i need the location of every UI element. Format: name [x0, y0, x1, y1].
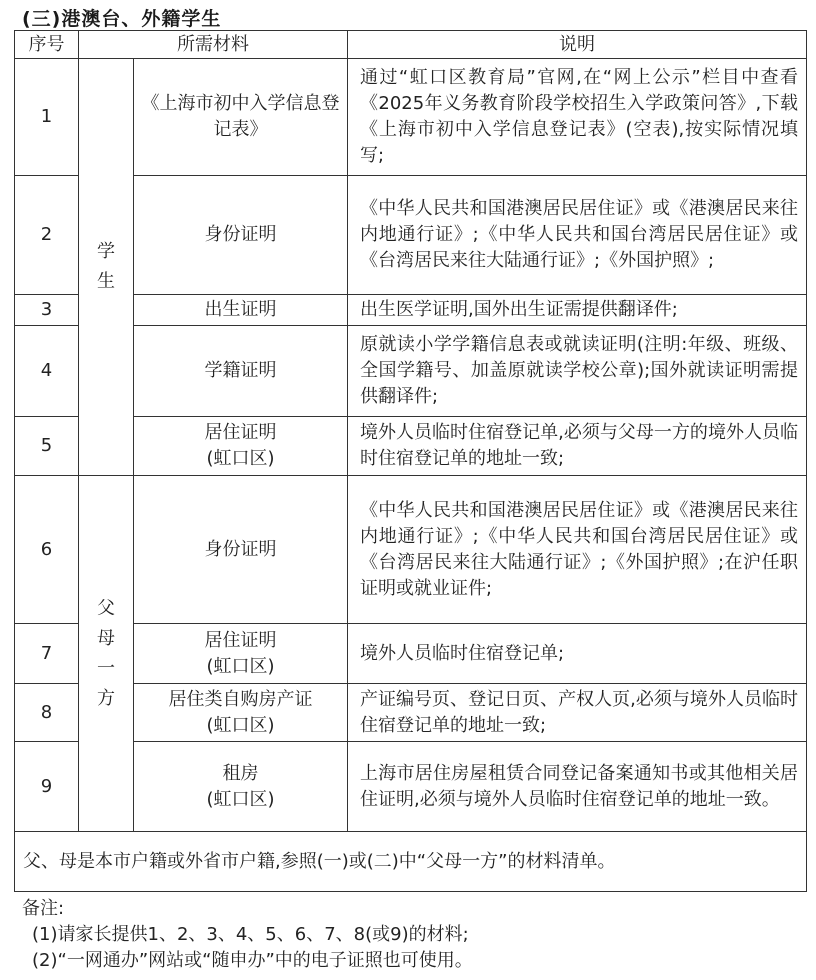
- row-desc: 境外人员临时住宿登记单,必须与父母一方的境外人员临时住宿登记单的地址一致;: [348, 417, 807, 476]
- row-num: 1: [15, 59, 79, 176]
- row-num: 9: [15, 742, 79, 832]
- materials-table: [14, 30, 807, 892]
- material-district: (虹口区): [206, 788, 275, 810]
- row-material: [134, 59, 348, 176]
- row-num: 6: [15, 476, 79, 624]
- row-num: 7: [15, 624, 79, 684]
- row-num: 5: [15, 417, 79, 476]
- row-material: [134, 295, 348, 326]
- row-desc: 上海市居住房屋租赁合同登记备案通知书或其他相关居住证明,必须与境外人员临时住宿登记单的地址一致。: [348, 742, 807, 832]
- row-desc: 出生医学证明,国外出生证需提供翻译件;: [348, 295, 807, 326]
- row-desc: 原就读小学学籍信息表或就读证明(注明:年级、班级、全国学籍号、加盖原就读学校公章);国外就读证明需提供翻译件;: [348, 326, 807, 417]
- material-name: 学籍证明: [204, 360, 277, 381]
- material-name: 居住类自购房产证: [168, 688, 313, 710]
- row-material: [134, 684, 348, 742]
- group-parent-label: 父母一方: [97, 597, 115, 709]
- material-district: (虹口区): [206, 714, 275, 736]
- table-row: [15, 59, 807, 176]
- row-desc: 《中华人民共和国港澳居民居住证》或《港澳居民来往内地通行证》;《中华人民共和国台湾居民居住证》或《台湾居民来往大陆通行证》;《外国护照》;: [348, 176, 807, 295]
- section-title: (三)港澳台、外籍学生: [22, 8, 222, 30]
- row-material: [134, 417, 348, 476]
- row-num: 4: [15, 326, 79, 417]
- table-row: [15, 476, 807, 624]
- remark-item-1: (1)请家长提供1、2、3、4、5、6、7、8(或9)的材料;: [32, 924, 469, 945]
- row-material: [134, 176, 348, 295]
- material-name: 居住证明: [204, 629, 277, 651]
- table-header-row: [15, 31, 807, 59]
- table-row: [15, 624, 807, 684]
- row-material: [134, 326, 348, 417]
- material-district: (虹口区): [206, 448, 275, 469]
- header-materials: 所需材料: [79, 31, 348, 59]
- table-row: [15, 295, 807, 326]
- row-num: 3: [15, 295, 79, 326]
- row-material: [134, 476, 348, 624]
- material-name: 《上海市初中入学信息登记表》: [141, 93, 340, 140]
- table-row: [15, 742, 807, 832]
- remark-item-2: (2)“一网通办”网站或“随申办”中的电子证照也可使用。: [32, 950, 473, 971]
- row-desc: 产证编号页、登记日页、产权人页,必须与境外人员临时住宿登记单的地址一致;: [348, 684, 807, 742]
- material-district: (虹口区): [206, 655, 275, 677]
- material-name: 身份证明: [204, 224, 277, 245]
- row-num: 8: [15, 684, 79, 742]
- header-desc: 说明: [348, 31, 807, 59]
- footer-note: 父、母是本市户籍或外省市户籍,参照(一)或(二)中“父母一方”的材料清单。: [15, 832, 807, 892]
- group-student-label: 学生: [97, 241, 115, 292]
- row-material: [134, 624, 348, 684]
- row-desc: 境外人员临时住宿登记单;: [348, 624, 807, 684]
- table-row: [15, 417, 807, 476]
- group-parent: [79, 476, 134, 832]
- table-row: [15, 326, 807, 417]
- material-name: 居住证明: [204, 422, 277, 443]
- header-num: 序号: [15, 31, 79, 59]
- row-material: [134, 742, 348, 832]
- remarks-label: 备注:: [22, 898, 65, 919]
- row-desc: 《中华人民共和国港澳居民居住证》或《港澳居民来往内地通行证》;《中华人民共和国台湾居民居住证》或《台湾居民来往大陆通行证》;《外国护照》;在沪任职证明或就业证件;: [348, 476, 807, 624]
- material-name: 出生证明: [204, 299, 277, 320]
- row-num: 2: [15, 176, 79, 295]
- group-student: [79, 59, 134, 476]
- table-row: [15, 176, 807, 295]
- table-footer-row: [15, 832, 807, 892]
- table-row: [15, 684, 807, 742]
- material-name: 身份证明: [204, 538, 277, 560]
- material-name: 租房: [222, 762, 259, 784]
- row-desc: 通过“虹口区教育局”官网,在“网上公示”栏目中查看《2025年义务教育阶段学校招生入学政策问答》,下载《上海市初中入学信息登记表》(空表),按实际情况填写;: [348, 59, 807, 176]
- remarks: [22, 896, 473, 974]
